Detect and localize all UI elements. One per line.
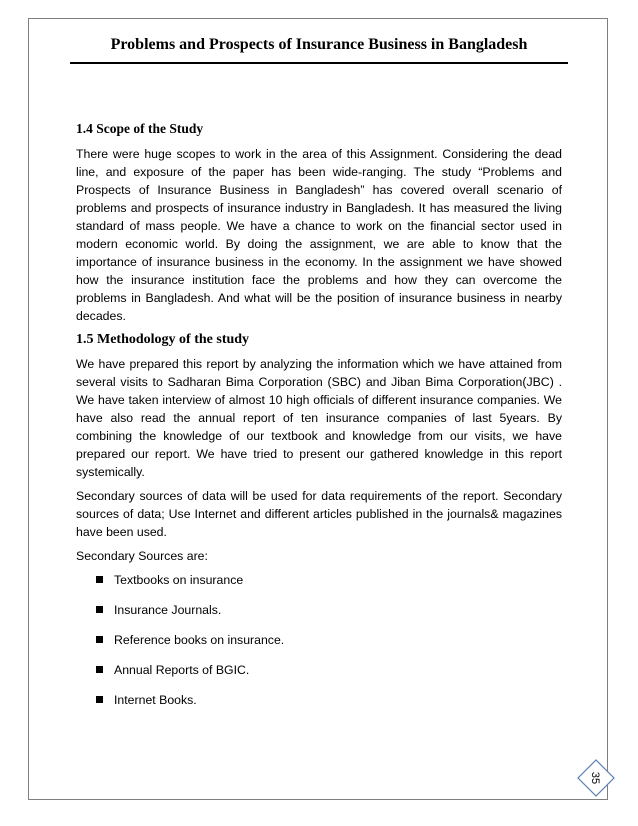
sources-list [76,571,562,709]
list-item [96,661,562,679]
scope-paragraph: There were huge scopes to work in the area of this Assignment. Considering the dead line, and exposure of the paper has been wide-ranging. The study “Problems and Prospects of Insurance Business in Bangladesh” has covered overall scenario of problems and prospects of insurance industry in Bangladesh. It has measured the living standard of mass people. We have a chance to work on the financial sector used in modern economic world. By doing the assignment, we are able to know that the importance of insurance business in the economy. In the assignment we have showed how the insurance institution face the problems and how they can overcome the problems in Bangladesh. And what will be the position of insurance business in nearby decades. [76,147,562,323]
list-item [96,691,562,709]
document-body [76,120,562,721]
list-item-text: Insurance Journals. [114,603,222,617]
sources-intro: Secondary Sources are: [76,549,208,563]
square-bullet-icon [96,636,103,643]
page-header-title: Problems and Prospects of Insurance Business in Bangladesh [110,36,528,53]
square-bullet-icon [96,576,103,583]
list-item-text: Textbooks on insurance [114,573,244,587]
square-bullet-icon [96,696,103,703]
list-item [96,601,562,619]
methodology-paragraph-1: We have prepared this report by analyzing the information which we have attained from several visits to Sadharan Bima Corporation (SBC) and Jiban Bima Corporation(JBC) . We have taken interview of almost 10 high officials of different insurance companies. We have also read the annual report of ten insurance companies of last 5years. By combining the knowledge of our textbook and knowledge from our visits, we have prepared our report. We have tried to present our gathered knowledge in this report systemically. [76,357,562,479]
header-divider [70,62,568,64]
list-item-text: Internet Books. [114,693,197,707]
section-heading-methodology: 1.5 Methodology of the study [76,332,250,347]
methodology-paragraph-2: Secondary sources of data will be used for data requirements of the report. Secondary sources of data; Use Internet and different articles published in the journals& magazines have been used. [76,489,562,539]
list-item [96,631,562,649]
list-item [96,571,562,589]
section-heading-scope: 1.4 Scope of the Study [76,121,204,136]
square-bullet-icon [96,666,103,673]
page-number: 35 [589,771,601,785]
list-item-text: Annual Reports of BGIC. [114,663,250,677]
list-item-text: Reference books on insurance. [114,633,285,647]
square-bullet-icon [96,606,103,613]
